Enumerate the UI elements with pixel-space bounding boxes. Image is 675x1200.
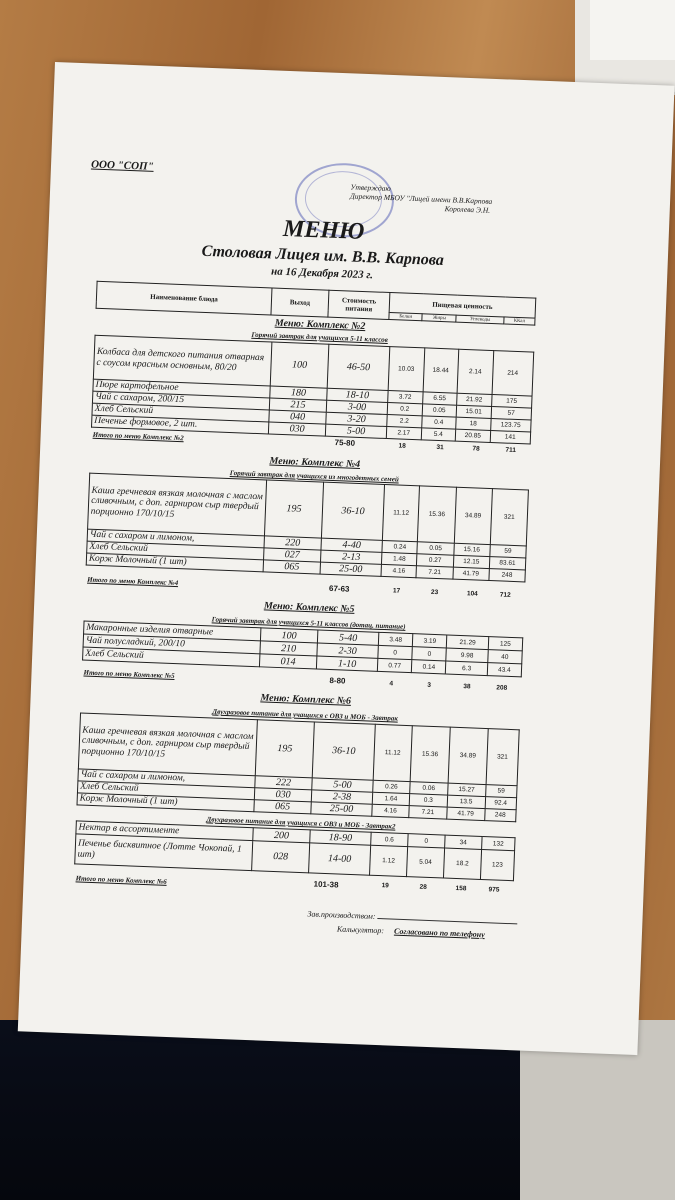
dish-kcal: 214	[492, 351, 534, 397]
dish-fats: 0.3	[409, 794, 447, 807]
dish-kcal: 59	[485, 785, 517, 798]
dish-carbs: 6.3	[446, 661, 488, 676]
complex5-total-f: 3	[427, 681, 432, 689]
complex2-table	[91, 335, 534, 445]
dish-proteins: 2.17	[386, 427, 421, 440]
dish-proteins: 0	[378, 645, 413, 659]
dish-carbs: 2.14	[457, 349, 493, 394]
col-output: Выход	[271, 288, 329, 317]
page-title: МЕНЮ	[282, 215, 365, 245]
dish-fats: 15.36	[410, 726, 450, 783]
col-name: Наименование блюда	[96, 281, 272, 315]
col-fats: Жиры	[422, 314, 456, 322]
calculator-signature-line	[337, 924, 485, 939]
complex2-rows	[92, 335, 534, 444]
dish-name: Колбаса для детского питания отварная с соусом красным основным, 80/20	[93, 335, 272, 386]
complex2-total-price: 75-80	[334, 438, 356, 448]
approval-line: Утверждаю	[350, 182, 391, 193]
dish-name: Корж Молочный (1 шт)	[86, 553, 263, 572]
dish-proteins: 11.12	[382, 484, 419, 541]
dish-price: 5-40	[317, 630, 378, 645]
producer-blank	[377, 910, 517, 924]
complex4-total-c: 104	[466, 590, 478, 598]
dish-carbs: 18	[456, 417, 491, 430]
producer-signature-line	[307, 907, 517, 926]
dish-price: 18-90	[310, 830, 371, 845]
dish-output: 030	[254, 788, 311, 802]
dish-output: 100	[270, 342, 329, 388]
complex5-total-price: 8-80	[329, 675, 346, 686]
dish-price: 5-00	[312, 778, 373, 792]
complex5-total-c: 38	[463, 683, 471, 691]
dish-output: 195	[264, 480, 323, 538]
dish-price: 46-50	[327, 344, 390, 390]
dish-name: Хлеб Сельский	[83, 647, 260, 667]
complex4-title: Меню: Комплекс №4	[269, 455, 361, 471]
col-kcal: ККал	[504, 317, 535, 325]
complex2-total-f: 31	[436, 443, 444, 452]
dish-proteins: 3.48	[378, 632, 413, 646]
complex4-rows	[86, 473, 528, 582]
dish-name: Хлеб Сельский	[77, 781, 254, 800]
dish-price: 14-00	[309, 843, 371, 875]
dish-proteins: 10.03	[388, 347, 424, 392]
dish-kcal: 123.75	[490, 418, 531, 432]
dish-kcal: 43.4	[487, 663, 522, 677]
complex5-title: Меню: Комплекс №5	[263, 600, 355, 615]
dish-fats: 5.04	[406, 847, 444, 878]
dish-proteins: 11.12	[373, 724, 412, 781]
dish-proteins: 2.2	[387, 415, 422, 428]
complex6-total-f: 28	[419, 883, 427, 891]
dish-kcal: 175	[491, 395, 532, 409]
dish-name: Пюре картофельное	[93, 379, 270, 398]
dish-proteins: 0.6	[371, 832, 408, 846]
dish-carbs: 34.89	[448, 727, 488, 784]
menu-sheet	[18, 62, 675, 1055]
dish-fats: 0.27	[417, 554, 454, 567]
dish-carbs: 9.98	[446, 648, 488, 663]
dish-output: 027	[264, 548, 321, 562]
calculator-label: Калькулятор:	[336, 924, 385, 936]
dish-output: 065	[254, 800, 311, 814]
complex6-total-p: 19	[381, 882, 389, 890]
complex6-total-price: 101-38	[313, 879, 339, 890]
complex6-subtitle2: Двухразовое питание для учащихся с ОВЗ и МОБ - Завтрак2	[206, 815, 396, 831]
dish-price: 36-10	[321, 482, 384, 540]
dish-name: Печенье формовое, 2 шт.	[92, 415, 269, 434]
dish-carbs: 34.89	[454, 487, 492, 544]
dish-output: 030	[268, 422, 325, 436]
col-proteins: Белки	[389, 313, 423, 321]
complex2-title: Меню: Комплекс №2	[274, 317, 366, 333]
dish-carbs: 13.5	[447, 795, 485, 808]
dish-proteins: 1.48	[381, 552, 417, 565]
dish-price: 2-38	[311, 790, 372, 804]
dish-price: 2-30	[317, 643, 378, 658]
dish-price: 1-10	[316, 656, 377, 671]
dish-price: 3-20	[326, 412, 387, 426]
dish-carbs: 34	[444, 835, 481, 849]
dish-kcal: 92.4	[485, 797, 517, 810]
dish-price: 25-00	[311, 802, 372, 816]
dish-name: Чай с сахаром и лимоном,	[87, 529, 264, 548]
complex4-subtitle: Горячий завтрак для учащихся из многодетных семей	[229, 469, 399, 484]
page-date: на 16 Декабря 2023 г.	[270, 265, 374, 282]
complex5-total-label: Итого по меню Комплекс №5	[83, 668, 175, 681]
dish-output: 100	[260, 628, 317, 643]
complex4-total-label: Итого по меню Комплекс №4	[87, 575, 179, 588]
dish-proteins: 0.24	[382, 540, 418, 553]
dish-output: 195	[255, 720, 314, 778]
complex2-subtitle: Горячий завтрак для учащихся 5-11 классов	[251, 330, 389, 344]
dish-name: Печенье бисквитное (Лотте Чокопай, 1 шт)	[75, 834, 253, 871]
dish-output: 065	[263, 560, 320, 574]
calculator-value: Согласовано по телефону	[393, 926, 485, 940]
complex2-total-label: Итого по меню Комплекс №2	[92, 430, 184, 443]
dish-kcal: 321	[486, 729, 520, 786]
dish-name: Чай с сахаром, 200/15	[92, 391, 269, 410]
dish-price: 36-10	[312, 722, 375, 780]
dish-name: Корж Молочный (1 шт)	[77, 793, 254, 812]
dish-kcal: 248	[484, 809, 516, 822]
dish-proteins: 4.16	[372, 804, 409, 817]
complex6-total-c: 158	[455, 884, 467, 893]
dish-kcal: 248	[489, 569, 526, 582]
dish-output: 028	[252, 841, 310, 873]
dish-carbs: 20.85	[455, 429, 490, 442]
dish-fats: 0.05	[422, 404, 457, 417]
dish-carbs: 15.27	[447, 783, 485, 796]
dish-output: 200	[253, 828, 310, 843]
complex4-total-p: 17	[392, 587, 401, 595]
dish-name: Хлеб Сельский	[92, 403, 269, 422]
dish-fats: 15.36	[418, 486, 456, 543]
dish-carbs: 12.15	[453, 555, 490, 568]
dish-name: Нектар в ассортименте	[76, 821, 253, 841]
col-carbs: Углеводы	[456, 315, 504, 324]
dish-output: 180	[270, 386, 327, 400]
approval-line: Директор МБОУ "Лицей имени В.В.Карпова	[349, 191, 493, 206]
approval-line: Королева Э.Н.	[444, 204, 491, 215]
dish-name: Макаронные изделия отварные	[84, 621, 261, 641]
dish-fats: 6.55	[422, 392, 457, 405]
dish-kcal: 57	[491, 406, 532, 420]
complex2-total-k: 711	[505, 446, 517, 454]
dish-kcal: 59	[490, 545, 527, 558]
col-price: Стоимость питания	[328, 290, 390, 319]
dish-kcal: 321	[490, 489, 528, 546]
dish-name: Чай с сахаром и лимоном,	[78, 769, 255, 788]
complex5-subtitle: Горячий завтрак для учащихся 5-11 классов (дотац. питание)	[211, 615, 406, 631]
dish-carbs: 18.2	[443, 848, 481, 879]
producer-label: Зав.производством:	[307, 909, 376, 921]
page-subtitle: Столовая Лицея им. В.В. Карпова	[201, 242, 445, 270]
dish-kcal: 40	[487, 650, 522, 664]
dish-fats: 0.06	[410, 782, 448, 795]
dish-kcal: 83.61	[489, 557, 526, 570]
dish-price: 25-00	[320, 562, 381, 576]
complex6-total-label: Итого по меню Комплекс №6	[75, 874, 167, 886]
dish-fats: 7.21	[416, 566, 453, 579]
dish-proteins: 4.16	[381, 564, 417, 577]
dish-fats: 3.19	[413, 634, 448, 648]
dish-carbs: 41.79	[453, 567, 490, 580]
complex6-total-k: 975	[488, 886, 500, 894]
dish-fats: 0.14	[412, 660, 447, 674]
dish-proteins: 3.72	[388, 391, 423, 404]
complex6-title: Меню: Комплекс №6	[260, 692, 352, 707]
dish-price: 3-00	[326, 400, 387, 414]
complex2-total-p: 18	[398, 442, 406, 450]
dish-output: 222	[255, 776, 312, 790]
dish-fats: 0.05	[417, 542, 454, 555]
dish-carbs: 15.01	[456, 405, 491, 418]
complex6-rows	[77, 713, 519, 822]
dish-fats: 0	[412, 647, 447, 661]
dish-fats: 0.4	[421, 416, 456, 429]
dish-name: Каша гречневая вязкая молочная с маслом сливочным, с доп. гарниром сыр твердый порционно 170/10/15	[78, 713, 257, 776]
dish-proteins: 1.64	[372, 792, 409, 805]
paper-stack-top	[590, 0, 675, 60]
dish-name: Чай полусладкий, 200/10	[83, 634, 260, 654]
dish-carbs: 15.16	[453, 543, 490, 556]
dish-name: Хлеб Сельский	[87, 541, 264, 560]
complex5-total-p: 4	[389, 680, 394, 688]
complex4-total-f: 23	[430, 588, 439, 597]
complex6-table	[76, 712, 519, 822]
dish-price: 18-10	[327, 388, 388, 402]
complex4-total-price: 67-63	[328, 583, 350, 594]
dish-carbs: 21.92	[457, 393, 492, 406]
complex5-total-k: 208	[496, 684, 508, 692]
dish-output: 215	[269, 398, 326, 412]
dish-name: Каша гречневая вязкая молочная с маслом сливочным, с доп. гарниром сыр твердый порционно 170/10/15	[88, 473, 267, 536]
complex4-table	[86, 473, 529, 583]
dish-proteins: 0.77	[377, 658, 412, 672]
dish-carbs: 41.79	[446, 807, 484, 820]
dish-kcal: 125	[488, 637, 523, 651]
dish-price: 5-00	[325, 424, 386, 438]
dish-price: 2-13	[320, 550, 381, 564]
dish-proteins: 0.2	[387, 403, 422, 416]
dish-kcal: 141	[490, 430, 531, 444]
dish-fats: 0	[408, 834, 445, 848]
dish-price: 4-40	[321, 538, 382, 552]
org-name: ООО "СОП"	[90, 158, 154, 173]
dish-carbs: 21.29	[447, 635, 489, 650]
complex2-total-c: 78	[472, 445, 480, 453]
dish-fats: 18.44	[423, 348, 459, 393]
menu-content	[75, 158, 561, 940]
dish-kcal: 123	[480, 849, 514, 880]
dish-fats: 7.21	[409, 806, 447, 819]
dish-output: 220	[264, 536, 321, 550]
dish-output: 040	[269, 410, 326, 424]
complex4-total-k: 712	[499, 591, 511, 599]
dish-fats: 5.4	[421, 428, 456, 441]
dish-proteins: 0.26	[373, 780, 410, 793]
complex6-subtitle: Двухразовое питание для учащихся с ОВЗ и МОБ - Завтрак	[212, 707, 398, 723]
dish-output: 014	[259, 654, 316, 669]
dish-kcal: 132	[481, 836, 515, 850]
col-nutrition: Пищевая ценность	[389, 293, 536, 319]
dish-proteins: 1.12	[370, 845, 408, 876]
dish-output: 210	[260, 641, 317, 656]
